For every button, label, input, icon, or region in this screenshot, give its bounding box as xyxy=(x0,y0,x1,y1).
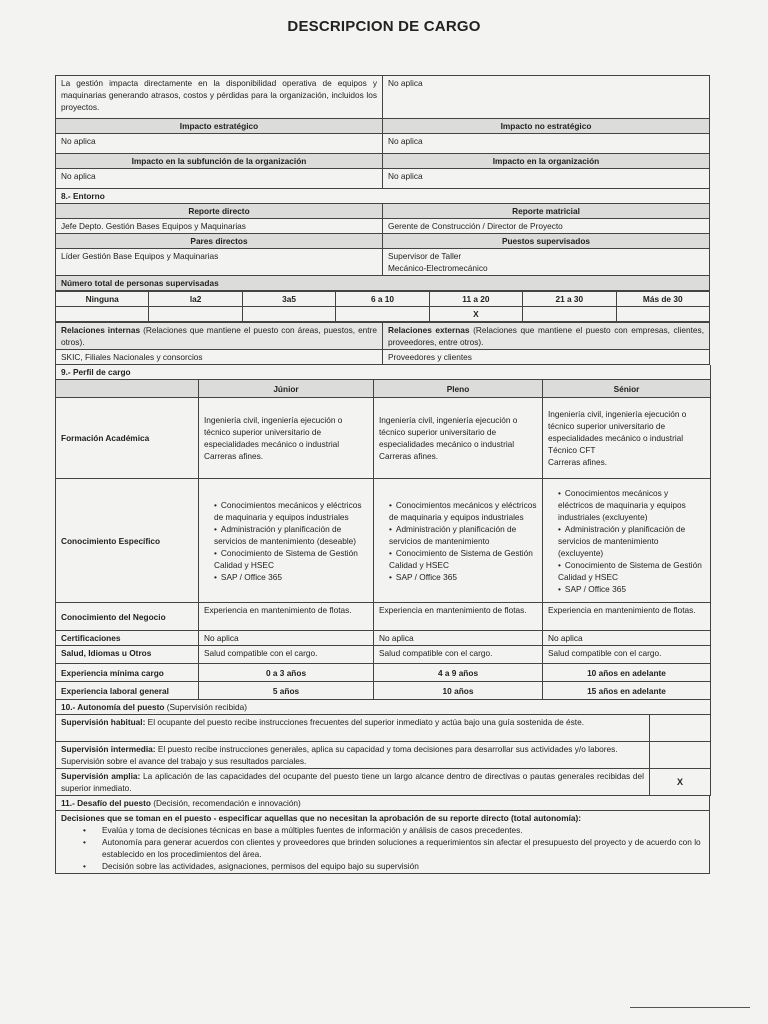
supervision-amplia-mark: X xyxy=(650,769,711,796)
level-junior-header: Júnior xyxy=(199,380,374,398)
exp-lab-senior: 15 años en adelante xyxy=(543,682,711,700)
formacion-line: Técnico CFT xyxy=(548,445,596,456)
negocio-label: Conocimiento del Negocio xyxy=(56,603,199,631)
supervised-positions-header: Puestos supervisados xyxy=(383,234,710,249)
list-item: • Conocimiento de Sistema de Gestión Calidad y HSEC xyxy=(214,547,368,571)
nonstrategic-impact-header: Impacto no estratégico xyxy=(383,119,710,134)
range-mark: X xyxy=(429,307,522,322)
negocio-senior: Experiencia en mantenimiento de flotas. xyxy=(543,603,711,631)
supervision-intermedia xyxy=(56,742,650,769)
internal-relations-header xyxy=(56,323,383,350)
internal-relations-desc: (Relaciones que mantiene el puesto con áreas, puestos, entre otros). xyxy=(61,325,377,348)
certificaciones-pleno: No aplica xyxy=(374,631,543,646)
page-title: DESCRIPCION DE CARGO xyxy=(287,18,481,35)
list-item: • Conocimientos mecánicos y eléctricos de maquinaria y equipos industriales xyxy=(214,499,368,523)
certificaciones-junior: No aplica xyxy=(199,631,374,646)
decisions-cell xyxy=(56,811,710,874)
supervision-intermedia-text: El puesto recibe instrucciones generales, aplica su capacidad y toma decisiones para desarrollar sus actividades y/o labores. Supervisión sobre el avance del trabajo y sus resultados parciales. xyxy=(61,744,618,767)
list-item: • Administración y planificación de servicios de mantenimiento (deseable) xyxy=(214,523,368,547)
exp-lab-label: Experiencia laboral general xyxy=(56,682,199,700)
salud-label: Salud, Idiomas u Otros xyxy=(56,646,199,664)
impact-table xyxy=(55,75,710,189)
external-relations-desc: (Relaciones que mantiene el puesto con empresas, clientes, proveedores, entre otros). xyxy=(388,325,704,348)
peers-header: Pares directos xyxy=(56,234,383,249)
subfunction-impact-header: Impacto en la subfunción de la organización xyxy=(56,154,383,169)
impact-description: La gestión impacta directamente en la disponibilidad operativa de equipos y maquinarias generando atrasos, costos y pérdidas para la organización, incluidos los proyectos. xyxy=(56,76,383,119)
exp-lab-junior: 5 años xyxy=(199,682,374,700)
formacion-line: Carreras afines. xyxy=(204,451,264,462)
exp-min-junior: 0 a 3 años xyxy=(199,664,374,682)
list-item: • Administración y planificación de servicios de mantenimiento xyxy=(389,523,537,547)
supervised-position-1: Supervisor de Taller xyxy=(388,251,462,262)
supervised-count-table xyxy=(55,291,710,322)
list-item: • Evalúa y toma de decisiones técnicas en base a múltiples fuentes de información y análisis de casos precedentes. xyxy=(83,824,704,836)
conocimiento-pleno xyxy=(374,479,543,603)
direct-report-header: Reporte directo xyxy=(56,204,383,219)
total-supervised-header: Número total de personas supervisadas xyxy=(56,276,710,291)
external-relations-label: Relaciones externas xyxy=(388,325,470,336)
formacion-pleno xyxy=(374,398,543,479)
supervision-habitual-text: El ocupante del puesto recibe instrucciones frecuentes del superior inmediato y actúa bajo una guía sostenida de éste. xyxy=(145,717,585,728)
list-item: • Conocimiento de Sistema de Gestión Calidad y HSEC xyxy=(389,547,537,571)
negocio-junior: Experiencia en mantenimiento de flotas. xyxy=(199,603,374,631)
range-mark xyxy=(149,307,242,322)
formacion-junior xyxy=(199,398,374,479)
organization-impact-header: Impacto en la organización xyxy=(383,154,710,169)
range-mark xyxy=(616,307,709,322)
relations-table xyxy=(55,322,710,365)
page-edge-line xyxy=(630,1007,750,1008)
range-mark xyxy=(523,307,616,322)
decisions-header: Decisiones que se toman en el puesto - especificar aquellas que no necesitan la aprobación de su reporte directo (total autonomía): xyxy=(61,813,582,824)
level-pleno-header: Pleno xyxy=(374,380,543,398)
strategic-impact-value: No aplica xyxy=(56,134,383,154)
desafio-table xyxy=(55,796,710,874)
section-8-title: 8.- Entorno xyxy=(56,189,710,204)
strategic-impact-header: Impacto estratégico xyxy=(56,119,383,134)
autonomia-table xyxy=(55,700,711,796)
range-mark xyxy=(242,307,335,322)
formacion-senior xyxy=(543,398,711,479)
range-cell: 6 a 10 xyxy=(336,292,429,307)
formacion-line: Ingeniería civil, ingeniería ejecución o técnico superior universitario de especialidades mecánico o industrial xyxy=(379,415,518,450)
list-item: • SAP / Office 365 xyxy=(558,583,705,595)
supervised-positions-value xyxy=(383,249,710,276)
supervision-habitual-label: Supervisión habitual: xyxy=(61,717,146,728)
section-10-sub: (Supervisión recibida) xyxy=(164,702,247,713)
external-relations-header xyxy=(383,323,710,350)
range-cell: Ninguna xyxy=(56,292,149,307)
peers-value: Líder Gestión Base Equipos y Maquinarias xyxy=(56,249,383,276)
section-10-title xyxy=(56,700,711,715)
conocimiento-senior xyxy=(543,479,711,603)
salud-senior: Salud compatible con el cargo. xyxy=(543,646,711,664)
list-item: • Conocimientos mecánicos y eléctricos de maquinaria y equipos industriales (excluyente) xyxy=(558,487,705,523)
section-9-title: 9.- Perfil de cargo xyxy=(56,365,711,380)
nonstrategic-impact-value: No aplica xyxy=(383,134,710,154)
range-cell: 3a5 xyxy=(242,292,335,307)
supervised-position-2: Mecánico-Electromecánico xyxy=(388,263,488,274)
list-item: • Conocimiento de Sistema de Gestión Calidad y HSEC xyxy=(558,559,705,583)
exp-min-label: Experiencia mínima cargo xyxy=(56,664,199,682)
level-header-blank xyxy=(56,380,199,398)
negocio-pleno: Experiencia en mantenimiento de flotas. xyxy=(374,603,543,631)
range-cell: 11 a 20 xyxy=(429,292,522,307)
supervision-habitual xyxy=(56,715,650,742)
list-item: • Conocimientos mecánicos y eléctricos de maquinaria y equipos industriales xyxy=(389,499,537,523)
subfunction-impact-value: No aplica xyxy=(56,169,383,189)
supervision-intermedia-label: Supervisión intermedia: xyxy=(61,744,156,755)
range-cell: 21 a 30 xyxy=(523,292,616,307)
formacion-line: Ingeniería civil, ingeniería ejecución o técnico superior universitario de especialidades mecánico o industrial xyxy=(204,415,343,450)
list-item: • Decisión sobre las actividades, asignaciones, permisos del equipo bajo su supervisión xyxy=(83,860,704,872)
range-mark xyxy=(336,307,429,322)
certificaciones-senior: No aplica xyxy=(543,631,711,646)
range-cell: la2 xyxy=(149,292,242,307)
section-11-label: 11.- Desafío del puesto xyxy=(61,798,151,809)
formacion-line: Carreras afines. xyxy=(548,457,608,468)
formacion-line: Ingeniería civil, ingeniería ejecución o técnico superior universitario de especialidades mecánico o industrial xyxy=(548,409,687,444)
matrix-report-header: Reporte matricial xyxy=(383,204,710,219)
range-mark xyxy=(56,307,149,322)
supervision-habitual-mark xyxy=(650,715,711,742)
job-description-form xyxy=(55,75,710,874)
list-item: • SAP / Office 365 xyxy=(214,571,368,583)
supervision-amplia-text: La aplicación de las capacidades del ocupante del puesto tiene un largo alcance dentro de directivas o pautas generales recibidas del superior inmediato. xyxy=(61,771,644,794)
section-11-sub: (Decisión, recomendación e innovación) xyxy=(150,798,301,809)
decisions-list xyxy=(61,824,704,872)
entorno-table xyxy=(55,189,710,291)
matrix-report-value: Gerente de Construcción / Director de Proyecto xyxy=(383,219,710,234)
list-item: • Autonomía para generar acuerdos con clientes y proveedores que brinden soluciones a requerimientos sin afectar el presupuesto del proyecto y de acuerdo con lo establecido en los procedimientos del área. xyxy=(83,836,704,860)
certificaciones-label: Certificaciones xyxy=(56,631,199,646)
exp-lab-pleno: 10 años xyxy=(374,682,543,700)
impact-description-value: No aplica xyxy=(383,76,710,119)
level-senior-header: Sénior xyxy=(543,380,711,398)
supervision-amplia xyxy=(56,769,650,796)
formacion-label: Formación Académica xyxy=(56,398,199,479)
salud-junior: Salud compatible con el cargo. xyxy=(199,646,374,664)
conocimiento-junior xyxy=(199,479,374,603)
list-item: • Administración y planificación de servicios de mantenimiento (excluyente) xyxy=(558,523,705,559)
perfil-table xyxy=(55,365,711,700)
range-cell: Más de 30 xyxy=(616,292,709,307)
internal-relations-value: SKIC, Filiales Nacionales y consorcios xyxy=(56,350,383,365)
external-relations-value: Proveedores y clientes xyxy=(383,350,710,365)
exp-min-senior: 10 años en adelante xyxy=(543,664,711,682)
conocimiento-label: Conocimiento Específico xyxy=(56,479,199,603)
organization-impact-value: No aplica xyxy=(383,169,710,189)
salud-pleno: Salud compatible con el cargo. xyxy=(374,646,543,664)
direct-report-value: Jefe Depto. Gestión Bases Equipos y Maquinarias xyxy=(56,219,383,234)
section-10-label: 10.- Autonomía del puesto xyxy=(61,702,165,713)
section-11-title xyxy=(56,796,710,811)
list-item: • SAP / Office 365 xyxy=(389,571,537,583)
formacion-line: Carreras afines. xyxy=(379,451,439,462)
internal-relations-label: Relaciones internas xyxy=(61,325,141,336)
supervision-intermedia-mark xyxy=(650,742,711,769)
exp-min-pleno: 4 a 9 años xyxy=(374,664,543,682)
supervision-amplia-label: Supervisión amplia: xyxy=(61,771,141,782)
